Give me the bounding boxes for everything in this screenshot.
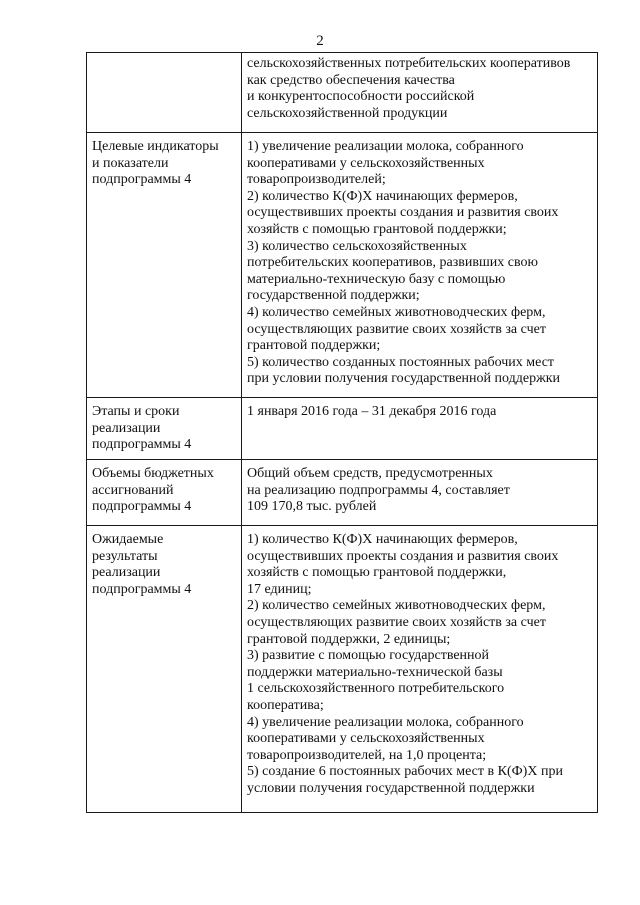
content-line: осуществляющих развитие своих хозяйств за счет — [247, 614, 546, 630]
content-line: 5) создание 6 постоянных рабочих мест в К(Ф)Х при — [247, 764, 563, 780]
table-row — [87, 460, 598, 526]
content-line: 17 единиц; — [247, 581, 312, 597]
table-row — [87, 526, 598, 813]
content-line: как средство обеспечения качества — [247, 72, 455, 88]
subprogram-passport-table — [86, 52, 598, 813]
label-line: реализации — [92, 565, 161, 581]
content-line: 4) количество семейных животноводческих ферм, — [247, 304, 546, 320]
content-line: 1) увеличение реализации молока, собранного — [247, 139, 524, 154]
row-label-cell — [87, 53, 242, 133]
table-row — [87, 53, 598, 133]
content-line: товаропроизводителей, на 1,0 процента; — [247, 747, 487, 763]
content-line: 5) количество созданных постоянных рабочих мест — [247, 354, 555, 370]
label-line: реализации — [92, 420, 161, 436]
page-number: 2 — [316, 33, 324, 49]
label-line: подпрограммы 4 — [92, 581, 192, 597]
row-content-cell — [242, 398, 598, 460]
content-line: и конкурентоспособности российской — [247, 89, 475, 105]
table-row — [87, 398, 598, 460]
content-line: 109 170,8 тыс. рублей — [247, 499, 377, 515]
content-line: 2) количество К(Ф)Х начинающих фермеров, — [247, 188, 518, 204]
row-label-cell — [87, 526, 242, 813]
label-line: ассигнований — [92, 482, 174, 498]
content-line: 3) количество сельскохозяйственных — [247, 238, 467, 254]
label-line: Объемы бюджетных — [92, 466, 214, 481]
row-content-cell — [242, 53, 598, 133]
content-line: при условии получения государственной поддержки — [247, 371, 561, 387]
label-line: Этапы и сроки — [92, 404, 180, 419]
content-line: сельскохозяйственных потребительских кооперативов — [247, 56, 571, 71]
content-line: сельскохозяйственной продукции — [247, 105, 448, 121]
content-line: кооперативами у сельскохозяйственных — [247, 155, 485, 171]
label-line: подпрограммы 4 — [92, 172, 192, 188]
content-line: 2) количество семейных животноводческих ферм, — [247, 598, 546, 614]
content-line: 4) увеличение реализации молока, собранного — [247, 714, 524, 730]
content-line: потребительских кооперативов, развивших свою — [247, 255, 538, 271]
row-label-cell — [87, 133, 242, 398]
row-label-cell — [87, 460, 242, 526]
content-line: хозяйств с помощью грантовой поддержки; — [247, 221, 507, 237]
label-line: Целевые индикаторы — [92, 139, 219, 154]
content-line: условии получения государственной поддержки — [247, 780, 535, 796]
content-line: грантовой поддержки; — [247, 338, 381, 354]
content-line: поддержки материально-технической базы — [247, 664, 503, 680]
row-content-cell — [242, 460, 598, 526]
label-line: подпрограммы 4 — [92, 437, 192, 453]
table-row — [87, 133, 598, 398]
content-line: кооператива; — [247, 697, 324, 713]
label-line: и показатели — [92, 155, 169, 171]
label-line: результаты — [92, 548, 158, 564]
label-line: подпрограммы 4 — [92, 499, 192, 515]
content-line: 1 января 2016 года – 31 декабря 2016 года — [247, 404, 497, 419]
content-line: хозяйств с помощью грантовой поддержки, — [247, 565, 507, 581]
content-line: осуществляющих развитие своих хозяйств за счет — [247, 321, 546, 337]
content-line: грантовой поддержки, 2 единицы; — [247, 631, 451, 647]
label-line: Ожидаемые — [92, 532, 164, 547]
content-line: кооперативами у сельскохозяйственных — [247, 731, 485, 747]
content-line: материально-техническую базу с помощью — [247, 271, 506, 287]
content-line: товаропроизводителей; — [247, 172, 386, 188]
content-line: 3) развитие с помощью государственной — [247, 648, 490, 664]
content-line: осуществивших проекты создания и развития своих — [247, 205, 559, 221]
content-line: 1 сельскохозяйственного потребительского — [247, 681, 505, 697]
row-content-cell — [242, 526, 598, 813]
content-line: 1) количество К(Ф)Х начинающих фермеров, — [247, 532, 518, 547]
content-line: государственной поддержки; — [247, 288, 420, 304]
content-line: на реализацию подпрограммы 4, составляет — [247, 482, 510, 498]
content-line: осуществивших проекты создания и развития своих — [247, 548, 559, 564]
row-content-cell — [242, 133, 598, 398]
row-label-cell — [87, 398, 242, 460]
content-line: Общий объем средств, предусмотренных — [247, 466, 493, 481]
